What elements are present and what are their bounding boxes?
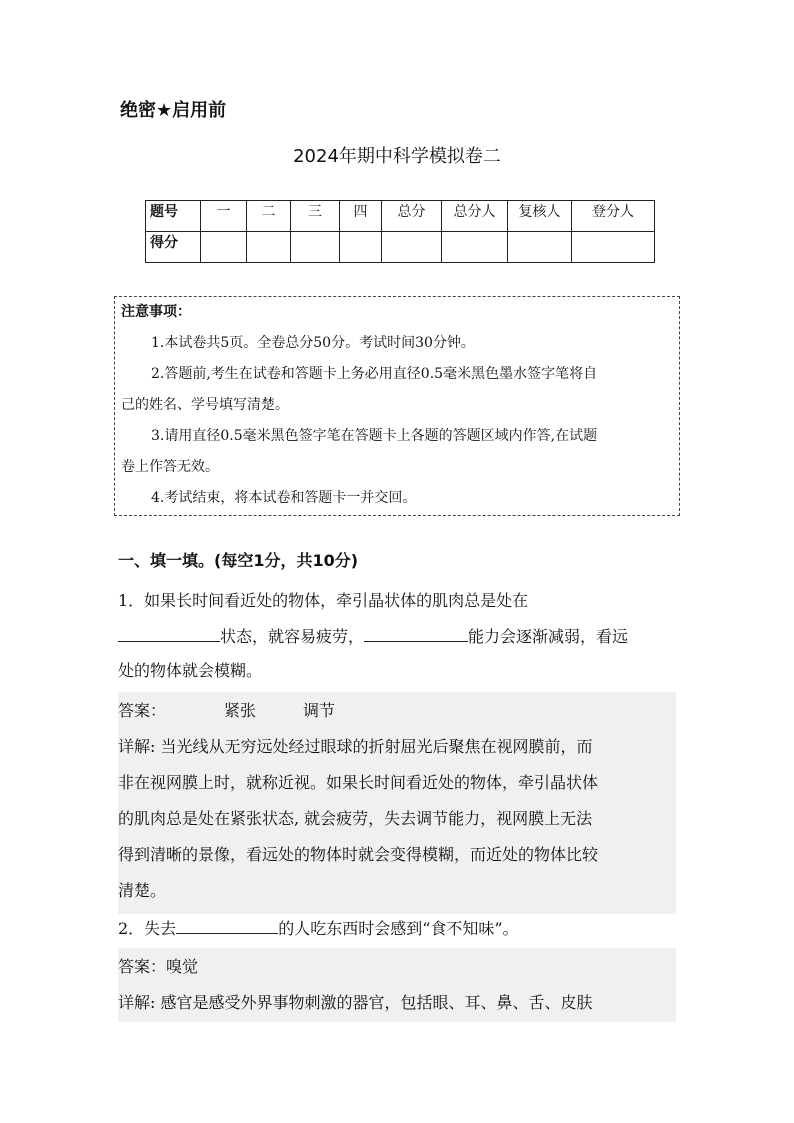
question-1-line-1: 1．如果长时间看近处的物体，牵引晶状体的肌肉总是处在	[118, 591, 529, 610]
notice-line: 卷上作答无效。	[121, 459, 219, 475]
notice-line: 4.考试结束，将本试卷和答题卡一并交回。	[151, 490, 417, 506]
answer-line	[118, 698, 335, 721]
score-table-score-row	[146, 232, 655, 263]
score-row-label: 得分	[146, 232, 201, 263]
explanation-line: 清楚。	[118, 881, 167, 900]
section-heading: 一、填一填。(每空1分，共10分)	[118, 551, 359, 570]
answer-line: 答案：嗅觉	[118, 957, 199, 976]
score-cell	[508, 232, 572, 263]
page-title: 2024年期中科学模拟卷二	[293, 146, 501, 167]
question-2-text: 的人吃东西时会感到“食不知味”。	[278, 919, 519, 938]
question-1-text: 状态，就容易疲劳，	[220, 627, 365, 646]
score-header-cell: 总分	[382, 201, 442, 232]
score-cell	[247, 232, 291, 263]
score-cell	[442, 232, 508, 263]
question-1-line-3: 处的物体就会模糊。	[118, 661, 263, 680]
score-cell	[340, 232, 382, 263]
score-header-cell: 登分人	[572, 201, 655, 232]
score-header-cell: 总分人	[442, 201, 508, 232]
answer-blank[interactable]	[176, 916, 278, 934]
answer-label: 答案：	[118, 701, 167, 720]
explanation-line: 详解: 当光线从无穷远处经过眼球的折射屈光后聚焦在视网膜前，而	[118, 737, 593, 756]
score-table-header-row	[146, 201, 655, 232]
question-2-text: 2．失去	[118, 919, 177, 938]
score-table	[145, 200, 655, 263]
notice-line: 1.本试卷共5页。全卷总分50分。考试时间30分钟。	[151, 335, 475, 351]
score-cell	[201, 232, 247, 263]
score-header-cell: 二	[247, 201, 291, 232]
score-cell	[291, 232, 340, 263]
score-header-cell: 题号	[146, 201, 201, 232]
score-header-cell: 一	[201, 201, 247, 232]
explanation-line: 详解: 感官是感受外界事物刺激的器官，包括眼、耳、鼻、舌、皮肤	[118, 993, 593, 1012]
notice-line: 2.答题前,考生在试卷和答题卡上务必用直径0.5毫米黑色墨水签字笔将自	[151, 366, 598, 382]
score-header-cell: 三	[291, 201, 340, 232]
score-cell	[382, 232, 442, 263]
answer-blank[interactable]	[364, 624, 468, 642]
question-1-text: 能力会逐渐减弱，看远	[468, 627, 629, 646]
question-2-line-1	[118, 916, 678, 939]
question-2-answer-box	[118, 948, 676, 1022]
notice-title: 注意事项：	[121, 304, 191, 320]
confidential-label: 绝密★启用前	[120, 100, 227, 121]
answer-value: 紧张	[224, 701, 257, 720]
explanation-line: 得到清晰的景像，看远处的物体时就会变得模糊，而近处的物体比较	[118, 845, 599, 864]
score-cell	[572, 232, 655, 263]
explanation-line: 的肌肉总是处在紧张状态, 就会疲劳，失去调节能力，视网膜上无法	[118, 809, 593, 828]
question-1-answer-box	[118, 692, 676, 914]
score-header-cell: 四	[340, 201, 382, 232]
answer-value: 调节	[303, 701, 336, 720]
answer-blank[interactable]	[118, 624, 220, 642]
notice-line: 己的姓名、学号填写清楚。	[121, 397, 289, 413]
explanation-line: 非在视网膜上时，就称近视。如果长时间看近处的物体，牵引晶状体	[118, 773, 599, 792]
score-header-cell: 复核人	[508, 201, 572, 232]
notice-line: 3.请用直径0.5毫米黑色签字笔在答题卡上各题的答题区域内作答,在试题	[151, 428, 598, 444]
notice-box	[114, 296, 680, 516]
question-1-line-2	[118, 624, 678, 647]
